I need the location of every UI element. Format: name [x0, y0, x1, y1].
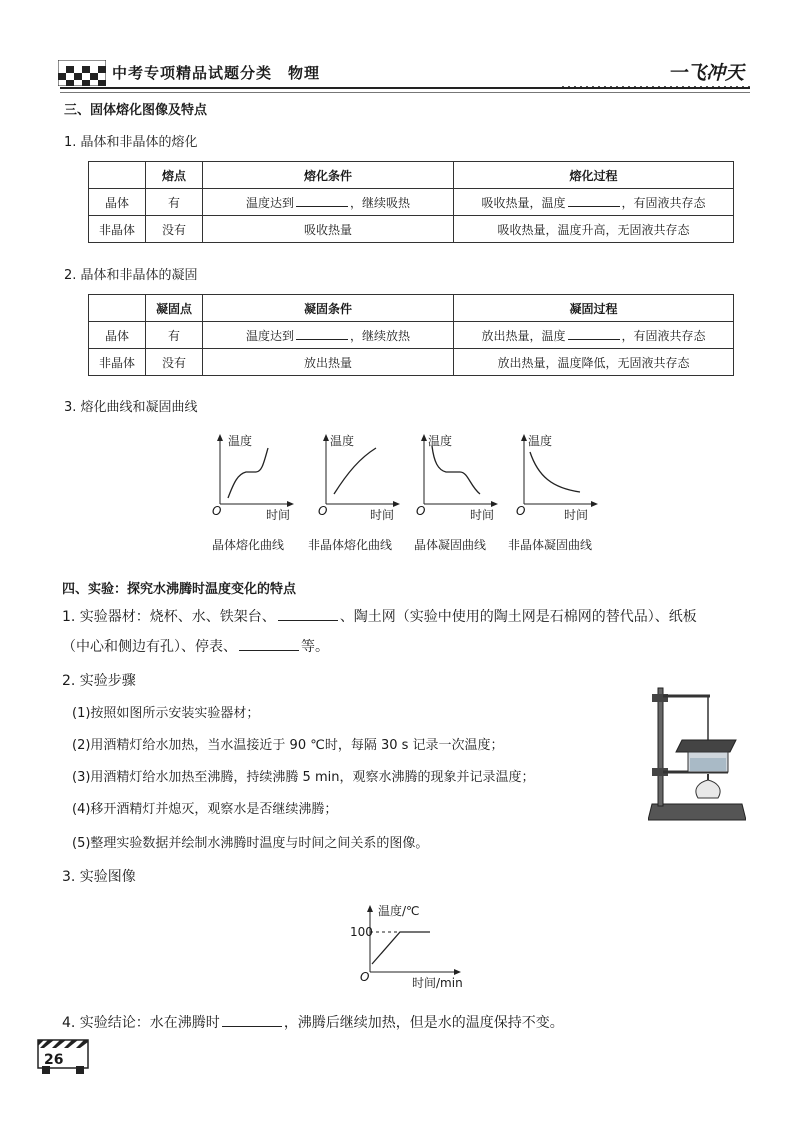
cell-text: 吸收热量，温度: [481, 195, 566, 210]
table-cell: 有: [146, 322, 203, 349]
table-cell: 吸收热量: [203, 216, 454, 243]
boiling-graph-xlabel: 时间/min: [412, 976, 463, 990]
table-cell: 放出热量: [203, 349, 454, 376]
table-cell: [454, 322, 734, 349]
table-cell: 非晶体: [89, 349, 146, 376]
graph-xlabel: 时间: [470, 508, 495, 522]
table-cell: 晶体: [89, 322, 146, 349]
boiling-apparatus-illustration: [648, 680, 746, 826]
table-cell: [454, 189, 734, 216]
table-cell: 没有: [146, 349, 203, 376]
cell-text: 温度达到: [245, 195, 294, 210]
answer-blank[interactable]: [296, 327, 348, 340]
step-5: (5)整理实验数据并绘制水沸腾时温度与时间之间关系的图像。: [72, 836, 429, 851]
section3-item3: 3. 熔化曲线和凝固曲线: [64, 400, 198, 415]
graph-ylabel: 温度: [228, 434, 253, 448]
text-span: 等。: [301, 639, 329, 655]
graph-xlabel: 时间: [266, 508, 291, 522]
table-row: [89, 189, 734, 216]
text-span: ，沸腾后继续加热，但是水的温度保持不变。: [283, 1015, 564, 1031]
graph-amorphous-melting: [314, 432, 404, 522]
step-3: (3)用酒精灯给水加热至沸腾，持续沸腾 5 min，观察水沸腾的现象并记录温度；: [72, 770, 535, 785]
graph-origin: O: [416, 504, 426, 518]
cell-text: ，继续放热: [350, 328, 411, 343]
step-2: (2)用酒精灯给水加热，当水温接近于 90 ℃时，每隔 30 s 记录一次温度；: [72, 738, 504, 753]
melting-table: [88, 161, 734, 243]
cell-text: ，有固液共存态: [621, 328, 706, 343]
table-cell: 非晶体: [89, 216, 146, 243]
table-header: 凝固条件: [203, 295, 454, 322]
text-span: 4. 实验结论：水在沸腾时: [62, 1015, 220, 1031]
text-span: 、陶土网（实验中使用的陶土网是石棉网的替代品）、纸板: [339, 609, 697, 625]
answer-blank[interactable]: [296, 194, 348, 207]
answer-blank[interactable]: [278, 608, 338, 621]
boiling-graph-origin: O: [360, 970, 370, 984]
table-row: [89, 349, 734, 376]
header-checker-logo: [58, 60, 106, 86]
graph-caption: 晶体熔化曲线: [212, 538, 285, 552]
page-number: 26: [44, 1052, 64, 1068]
step-1: (1)按照如图所示安装实验器材；: [72, 706, 260, 721]
header-rule-thin: [60, 92, 750, 93]
table-cell: [203, 189, 454, 216]
table-row: [89, 322, 734, 349]
section3-item2: 2. 晶体和非晶体的凝固: [64, 268, 198, 283]
cell-text: ，有固液共存态: [621, 195, 706, 210]
graph-ylabel: 温度: [528, 434, 553, 448]
section4-item4: [62, 1012, 564, 1032]
graph-crystal-solidifying: [412, 432, 502, 522]
table-header-empty: [89, 162, 146, 189]
header-brand: 一飞冲天: [668, 62, 745, 84]
graph-amorphous-solidifying: [512, 432, 602, 522]
table-cell: 没有: [146, 216, 203, 243]
text-span: 1. 实验器材：烧杯、水、铁架台、: [62, 609, 276, 625]
table-header-empty: [89, 295, 146, 322]
cell-text: 温度达到: [245, 328, 294, 343]
section4-heading: 四、实验：探究水沸腾时温度变化的特点: [62, 582, 297, 597]
cell-text: 放出热量，温度: [481, 328, 566, 343]
graph-xlabel: 时间: [564, 508, 589, 522]
graph-origin: O: [318, 504, 328, 518]
section3-item1: 1. 晶体和非晶体的熔化: [64, 135, 198, 150]
table-cell: [203, 322, 454, 349]
table-cell: 放出热量，温度降低，无固液共存态: [454, 349, 734, 376]
graph-caption: 非晶体凝固曲线: [508, 538, 593, 552]
table-header: 凝固点: [146, 295, 203, 322]
graph-origin: O: [212, 504, 222, 518]
section4-item1-line2: [62, 636, 329, 656]
table-cell: 晶体: [89, 189, 146, 216]
section4-item2: 2. 实验步骤: [62, 673, 136, 689]
graph-crystal-melting: [208, 432, 298, 522]
header-rule: [60, 87, 750, 89]
graph-caption: 非晶体熔化曲线: [308, 538, 393, 552]
table-cell: 吸收热量，温度升高，无固液共存态: [454, 216, 734, 243]
table-cell: 有: [146, 189, 203, 216]
graph-caption: 晶体凝固曲线: [414, 538, 487, 552]
graph-ylabel: 温度: [428, 434, 453, 448]
table-header: 熔化条件: [203, 162, 454, 189]
step-4: (4)移开酒精灯并熄灭，观察水是否继续沸腾；: [72, 802, 338, 817]
table-header: 熔点: [146, 162, 203, 189]
table-row: [89, 216, 734, 243]
cell-text: ，继续吸热: [350, 195, 411, 210]
header-title: 中考专项精品试题分类 物理: [112, 64, 321, 82]
solidifying-table: [88, 294, 734, 376]
graph-ylabel: 温度: [330, 434, 355, 448]
answer-blank[interactable]: [568, 327, 620, 340]
table-header: 凝固过程: [454, 295, 734, 322]
graph-xlabel: 时间: [370, 508, 395, 522]
boiling-graph-y-tick: 100: [350, 925, 373, 939]
boiling-graph: [350, 900, 470, 990]
section3-heading: 三、固体熔化图像及特点: [64, 103, 208, 118]
graph-origin: O: [516, 504, 526, 518]
answer-blank[interactable]: [222, 1014, 282, 1027]
section4-item3: 3. 实验图像: [62, 869, 136, 885]
section4-item1-line1: [62, 606, 697, 626]
table-header: 熔化过程: [454, 162, 734, 189]
boiling-graph-ylabel: 温度/℃: [378, 904, 420, 918]
amorphous-solidifying-curve: [512, 432, 602, 522]
answer-blank[interactable]: [239, 638, 299, 651]
text-span: （中心和侧边有孔）、停表、: [62, 639, 237, 655]
answer-blank[interactable]: [568, 194, 620, 207]
